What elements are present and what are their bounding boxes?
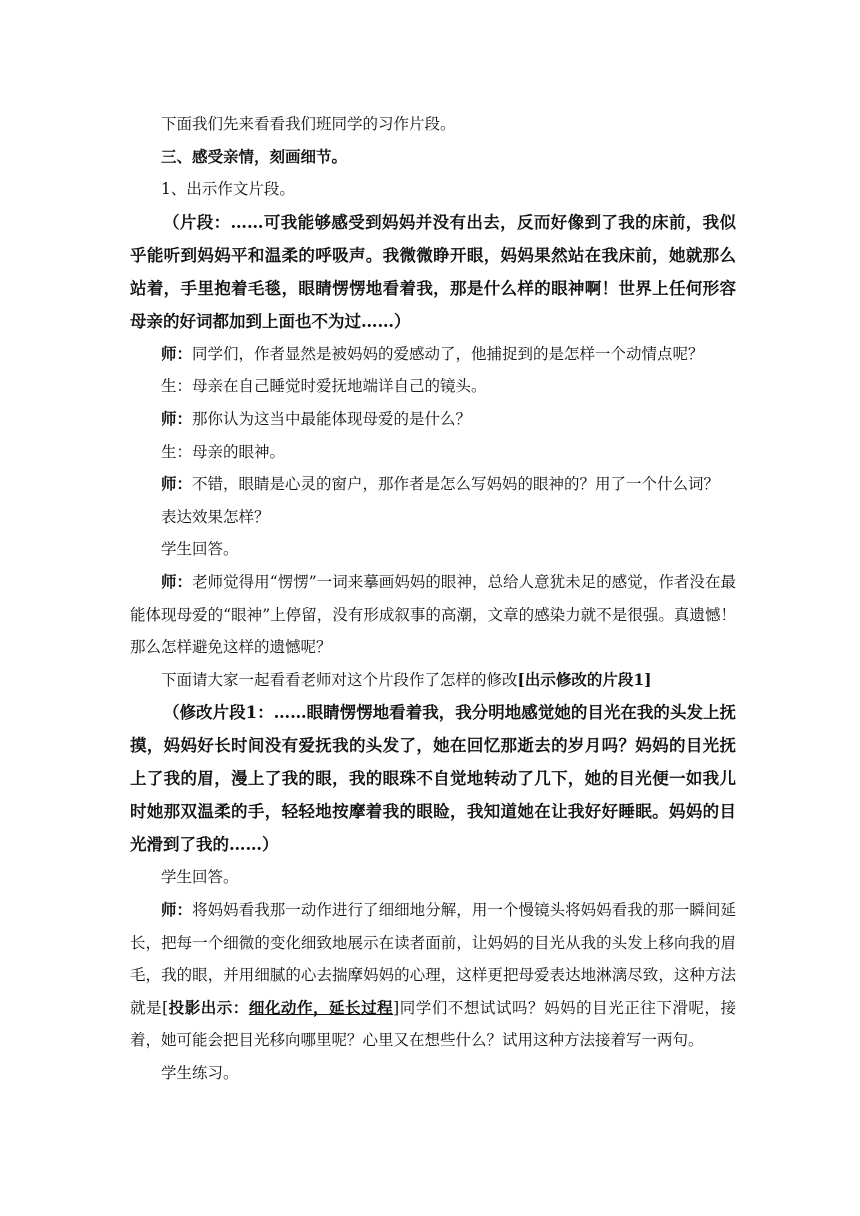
effect-question: 表达效果怎样？ — [161, 507, 270, 526]
student-line-2 — [130, 436, 736, 469]
section-heading: 三、感受亲情，刻画细节。 — [161, 146, 348, 166]
method-name: 细化动作，延长过程 — [248, 997, 394, 1017]
teacher-label: 师： — [161, 474, 193, 494]
student-text: 母亲的眼神。 — [192, 442, 286, 461]
essay-fragment-2: （修改片段1：……眼睛愣愣地看着我，我分明地感觉她的目光在我的头发上抚摸，妈妈好长时间没有爱抚我的头发了，她在回忆那逝去的岁月吗？妈妈的目光抚上了我的眉，漫上了我的眼，我的眼珠不自觉地转动了几下，她的目光便一如我儿时她那双温柔的手，轻轻地按摩着我的眼睑，我知道她在让我好好睡眠。妈妈的目光滑到了我的……） — [130, 703, 736, 855]
projection-label: 投影出示： — [168, 997, 249, 1017]
revision-intro-text: 下面请大家一起看看老师对这个片段作了怎样的修改 — [161, 670, 518, 689]
student-line-1 — [130, 370, 736, 403]
teacher-line-2 — [130, 403, 736, 436]
teacher-label: 师： — [161, 343, 193, 363]
teacher-line-1 — [130, 338, 736, 371]
teacher-line-4 — [130, 566, 736, 664]
teacher-text: 不错，眼睛是心灵的窗户，那作者是怎么写妈妈的眼神的？用了一个什么词？ — [192, 475, 720, 494]
teacher-text-b: ]同学们不想试试吗？妈妈的目光正往下滑呢，接着，她可能会把目光移向哪里呢？心里又在想些什么？试用这种方法接着写一两句。 — [130, 998, 736, 1050]
student-label: 生： — [161, 442, 193, 461]
student-label: 生： — [161, 377, 193, 396]
teacher-label: 师： — [161, 571, 193, 591]
student-text: 母亲在自己睡觉时爱抚地端详自己的镜头。 — [192, 377, 487, 396]
teacher-line-5 — [130, 894, 736, 1057]
teacher-text: 那你认为这当中最能体现母爱的是什么？ — [192, 409, 472, 428]
teacher-label: 师： — [161, 408, 193, 428]
intro-paragraph: 下面我们先来看看我们班同学的习作片段。 — [161, 115, 456, 133]
revision-intro-bracket: [出示修改的片段1] — [517, 669, 652, 689]
student-answer-2: 学生回答。 — [161, 868, 239, 887]
teacher-label: 师： — [161, 899, 193, 919]
revision-intro — [130, 664, 736, 697]
student-practice: 学生练习。 — [161, 1063, 239, 1082]
teacher-text-a: 将妈妈看我那一动作进行了细细地分解，用一个慢镜头将妈妈看我的那一瞬间延长，把每一个细微的变化细致地展示在读者面前，让妈妈的目光从我的头发上移向我的眉毛，我的眼，并用细腻的心去揣摩妈妈的心理，这样更把母爱表达地淋漓尽致，这种方法就是[ — [130, 900, 736, 1017]
student-answer: 学生回答。 — [161, 540, 239, 559]
essay-fragment-1: （片段：……可我能够感受到妈妈并没有出去，反而好像到了我的床前，我似乎能听到妈妈平和温柔的呼吸声。我微微睁开眼，妈妈果然站在我床前，她就那么站着，手里抱着毛毯，眼睛愣愣地看着我，那是什么样的眼神啊！世界上任何形容母亲的好词都加到上面也不为过……） — [130, 212, 736, 331]
step-heading: 1、出示作文片段。 — [161, 180, 295, 199]
teacher-text: 同学们，作者显然是被妈妈的爱感动了，他捕捉到的是怎样一个动情点呢？ — [192, 344, 704, 363]
teacher-text: 老师觉得用“愣愣”一词来摹画妈妈的眼神，总给人意犹未足的感觉，作者没在最能体现母爱的“眼神”上停留，没有形成叙事的高潮，文章的感染力就不是很强。真遗憾！那么怎样避免这样的遗憾呢？ — [130, 572, 736, 657]
teacher-line-3 — [130, 468, 736, 501]
document-body — [130, 108, 736, 1089]
